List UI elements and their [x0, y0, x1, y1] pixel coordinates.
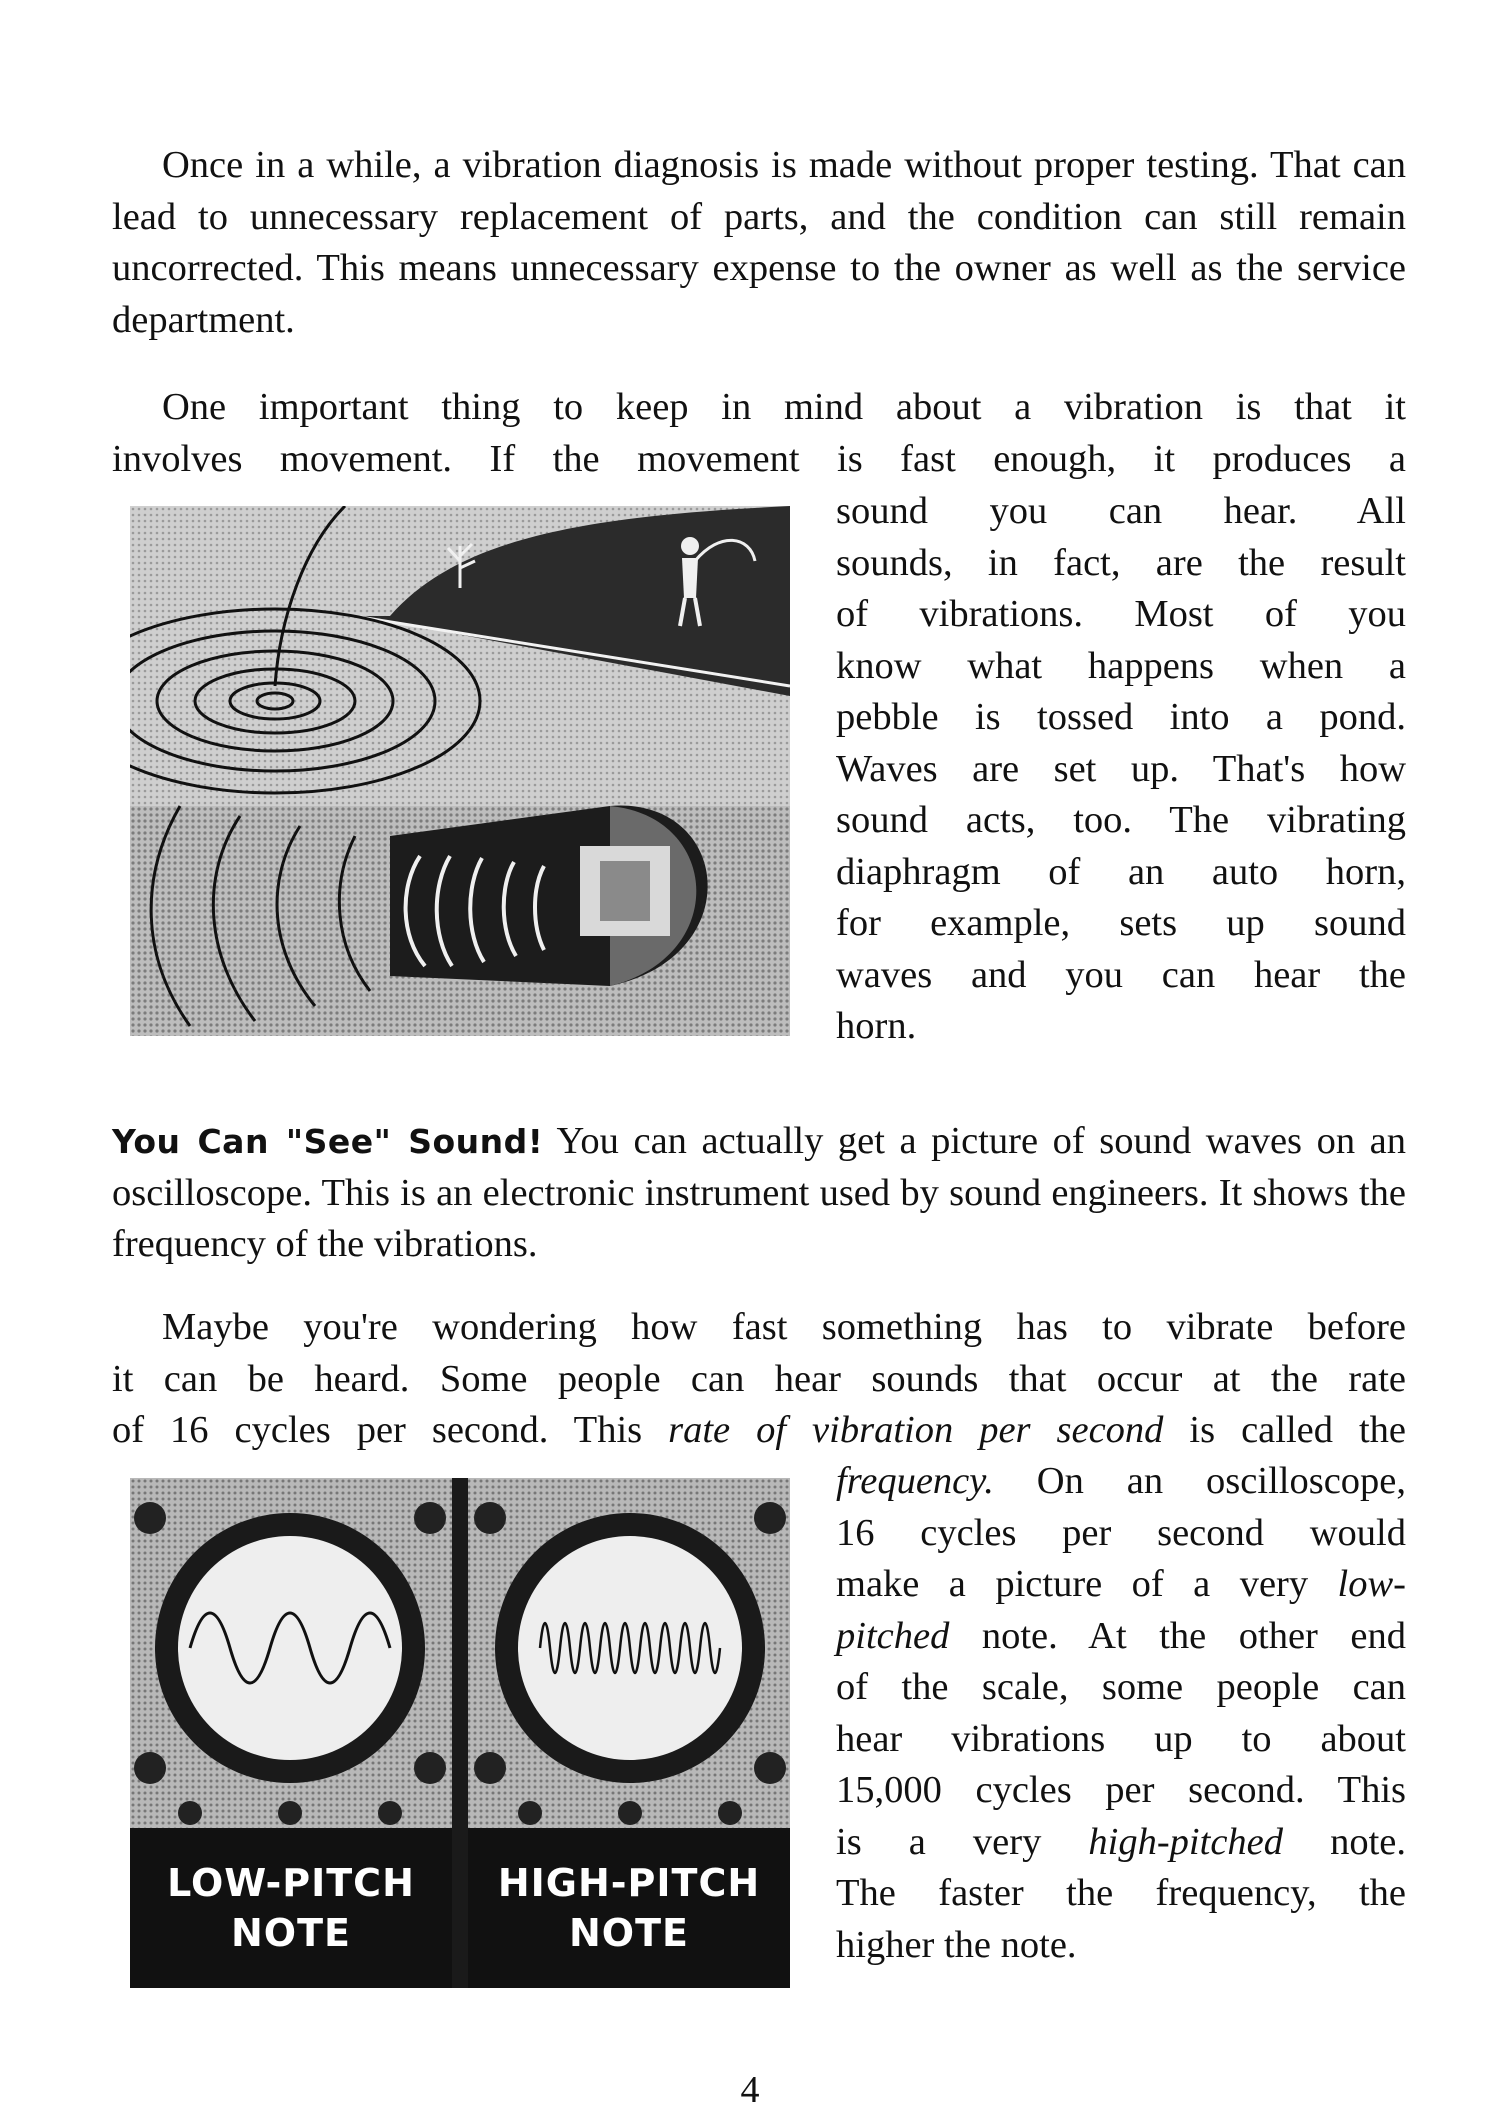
low-pitch-label-1: LOW-PITCH — [167, 1861, 415, 1905]
movement-wrap-line: sound acts, too. The vibrating — [836, 799, 1406, 841]
movement-wrap-line: waves and you can hear the — [836, 953, 1406, 996]
movement-line-2: involves movement. If the movement is fast enough, it produces a — [112, 437, 1406, 480]
oscilloscope-illustration — [130, 1478, 790, 1988]
paragraph-frequency-wrap — [836, 1456, 1406, 1971]
see-sound-text: You can actually get a picture of sound waves on an oscilloscope. This is an electronic instrument used by sound engineers. It shows the frequency of the vibrations. — [112, 1120, 1406, 1265]
frequency-line-1: Maybe you're wondering how fast something has to vibrate before — [162, 1306, 1406, 1348]
paragraph-testing: Once in a while, a vibration diagnosis is made without proper testing. That can lead to unnecessary replacement of parts, and the condition can still remain uncorrected. This means unnecessary expense to the owner as well as the service department. — [112, 144, 1406, 341]
frequency-wrap-line: of the scale, some people can — [836, 1666, 1406, 1708]
pond-horn-illustration — [130, 506, 790, 1036]
movement-wrap-line: pebble is tossed into a pond. — [836, 696, 1406, 738]
frequency-wrap-line: pitched note. At the other end — [836, 1614, 1406, 1657]
see-sound-heading: You Can "See" Sound! — [112, 1122, 544, 1161]
frequency-wrap-line: higher the note. — [836, 1923, 1077, 1966]
movement-wrap-line: sounds, in fact, are the result — [836, 541, 1406, 584]
movement-wrap-line: of vibrations. Most of you — [836, 593, 1406, 635]
movement-wrap-line: diaphragm of an auto horn, — [836, 850, 1406, 893]
frequency-wrap-line: is a very high-pitched note. — [836, 1820, 1406, 1863]
movement-wrap-line: know what happens when a — [836, 644, 1406, 687]
frequency-wrap-line: The faster the frequency, the — [836, 1872, 1406, 1914]
low-pitch-label-2: NOTE — [231, 1911, 351, 1955]
paragraph-see-sound — [112, 1116, 1406, 1271]
paragraph-movement-intro — [112, 382, 1406, 485]
movement-wrap-line: for example, sets up sound — [836, 902, 1406, 944]
paragraph-movement-wrap — [836, 486, 1406, 1053]
frequency-line-2: it can be heard. Some people can hear sounds that occur at the rate — [112, 1357, 1406, 1400]
movement-wrap-line: sound you can hear. All — [836, 490, 1406, 532]
frequency-wrap-line: 15,000 cycles per second. This — [836, 1769, 1406, 1811]
frequency-line-3: of 16 cycles per second. This rate of vibration per second is called the — [112, 1409, 1406, 1451]
frequency-wrap-line: hear vibrations up to about — [836, 1717, 1406, 1760]
movement-line-1: One important thing to keep in mind about a vibration is that it — [162, 386, 1406, 428]
movement-wrap-line: Waves are set up. That's how — [836, 747, 1406, 790]
oscilloscope-drawing — [130, 1478, 790, 1988]
paragraph-frequency-intro — [112, 1302, 1406, 1457]
high-pitch-label-1: HIGH-PITCH — [497, 1861, 761, 1905]
high-pitch-label-2: NOTE — [569, 1911, 689, 1955]
movement-wrap-line: horn. — [836, 1005, 917, 1047]
pond-horn-drawing — [130, 506, 790, 1036]
frequency-wrap-line: 16 cycles per second would — [836, 1511, 1406, 1554]
frequency-wrap-line: frequency. On an oscilloscope, — [836, 1460, 1406, 1502]
page-number: 4 — [740, 2069, 760, 2111]
frequency-wrap-line: make a picture of a very low- — [836, 1563, 1406, 1605]
